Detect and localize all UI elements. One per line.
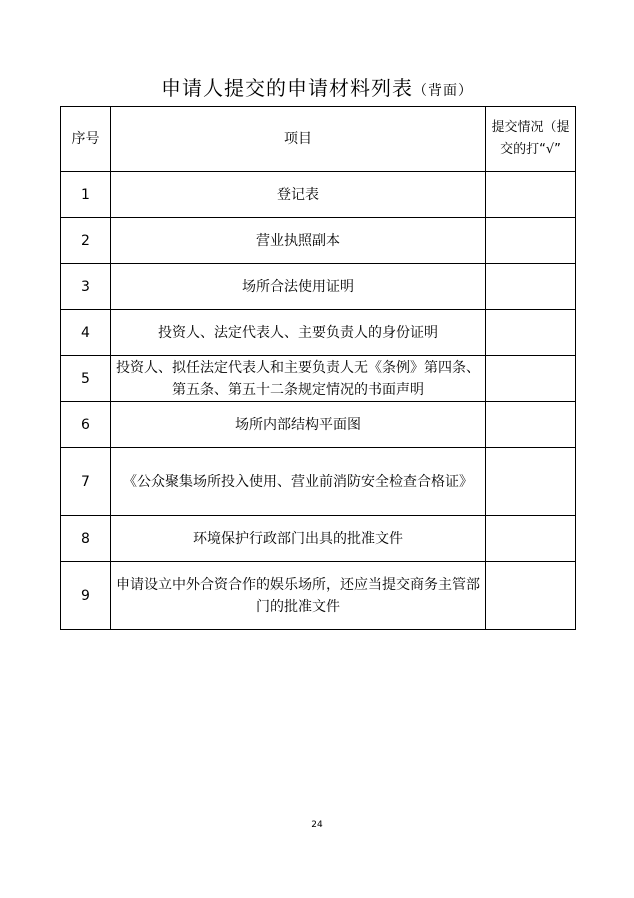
- row-item: 投资人、法定代表人、主要负责人的身份证明: [111, 310, 486, 356]
- header-status: 提交情况（提交的打“√”: [486, 107, 576, 172]
- title-main: 申请人提交的申请材料列表: [161, 76, 413, 100]
- table-row: [61, 448, 576, 516]
- table-row: [61, 310, 576, 356]
- row-status-cell[interactable]: [486, 310, 576, 356]
- row-status-cell[interactable]: [486, 562, 576, 630]
- row-number: 6: [61, 402, 111, 448]
- row-item: 场所内部结构平面图: [111, 402, 486, 448]
- row-number: 3: [61, 264, 111, 310]
- row-item: 《公众聚集场所投入使用、营业前消防安全检查合格证》: [111, 448, 486, 516]
- row-item: 申请设立中外合资合作的娱乐场所，还应当提交商务主管部门的批准文件: [111, 562, 486, 630]
- row-status-cell[interactable]: [486, 448, 576, 516]
- title-sub: （背面）: [413, 83, 473, 99]
- table-row: [61, 172, 576, 218]
- page-title: [0, 74, 634, 105]
- table-row: [61, 562, 576, 630]
- table-header-row: [61, 107, 576, 172]
- table-row: [61, 402, 576, 448]
- row-number: 7: [61, 448, 111, 516]
- page-number: 24: [311, 820, 323, 830]
- row-number: 2: [61, 218, 111, 264]
- row-status-cell[interactable]: [486, 264, 576, 310]
- row-item: 登记表: [111, 172, 486, 218]
- row-status-cell[interactable]: [486, 356, 576, 402]
- header-item: 项目: [111, 107, 486, 172]
- row-status-cell[interactable]: [486, 218, 576, 264]
- row-item: 场所合法使用证明: [111, 264, 486, 310]
- row-item: 环境保护行政部门出具的批准文件: [111, 516, 486, 562]
- row-status-cell[interactable]: [486, 402, 576, 448]
- header-seq: 序号: [61, 107, 111, 172]
- row-item: 营业执照副本: [111, 218, 486, 264]
- row-number: 9: [61, 562, 111, 630]
- table-row: [61, 264, 576, 310]
- row-number: 1: [61, 172, 111, 218]
- row-item: 投资人、拟任法定代表人和主要负责人无《条例》第四条、第五条、第五十二条规定情况的书面声明: [111, 356, 486, 402]
- row-number: 5: [61, 356, 111, 402]
- table-row: [61, 356, 576, 402]
- row-status-cell[interactable]: [486, 172, 576, 218]
- table-row: [61, 516, 576, 562]
- table-row: [61, 218, 576, 264]
- row-status-cell[interactable]: [486, 516, 576, 562]
- row-number: 4: [61, 310, 111, 356]
- materials-table: [60, 106, 576, 630]
- row-number: 8: [61, 516, 111, 562]
